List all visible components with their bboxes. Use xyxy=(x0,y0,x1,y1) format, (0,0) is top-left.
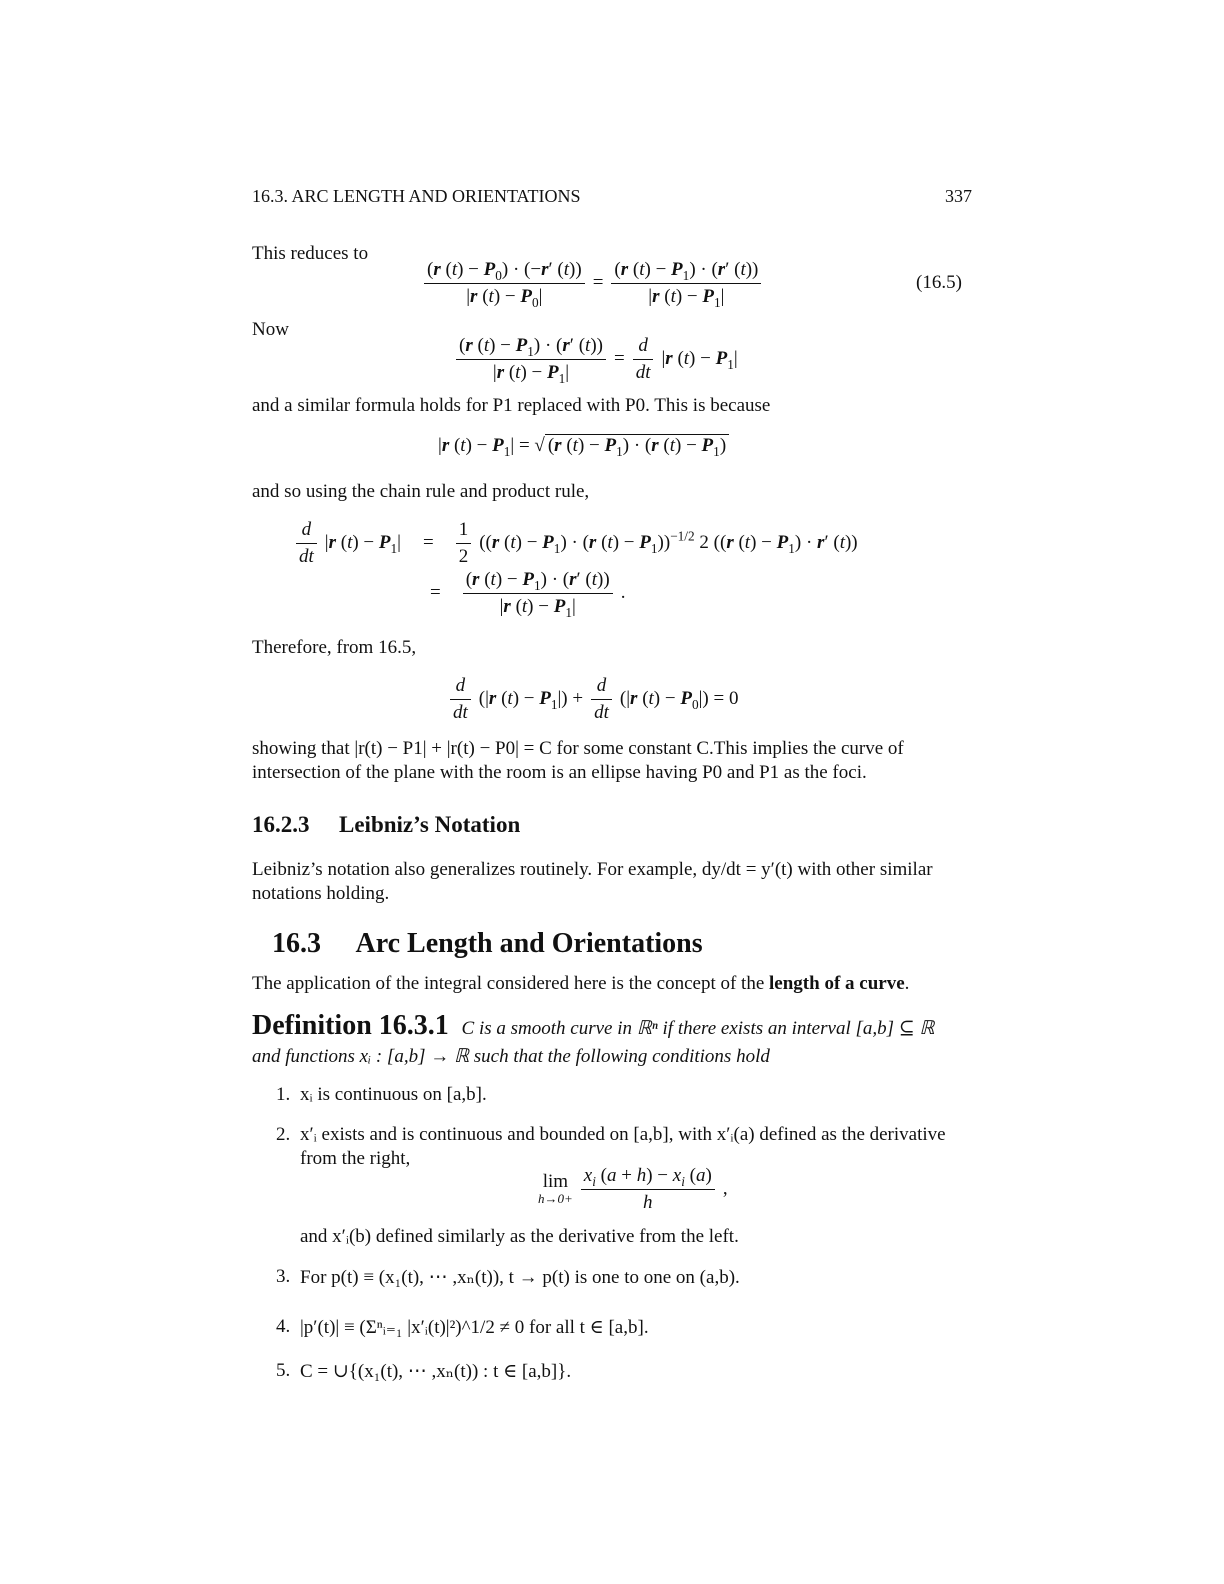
list-text: xᵢ is continuous on [a,b]. xyxy=(300,1084,487,1105)
equation-norm: |r $(t) - P_1|$ = √ (r $(t) - P_1) \cdot (r$ $(t) - P_1$) xyxy=(438,434,729,457)
definition-block xyxy=(252,1010,972,1069)
list-number: 3. xyxy=(276,1266,291,1287)
definition-label: Definition 16.3.1 xyxy=(252,1010,449,1041)
list-item xyxy=(276,1084,972,1106)
equation-chain-line1: $\frac{d}{dt}$ |r $(t) - P_1|$ = $\frac{1}{2}$ ((r $(t) - P_1) \cdot (r$ $(t) - P_1))^{-1/2}$ 2 ((r $(t) - P_1) \cdot r'$ (t)) xyxy=(296,518,858,569)
equation-sum-zero: $\frac{d}{dt}$ (|r $(t) - P_1|$) + $\frac{d}{dt}$ (|r $(t) - P_0|) = 0$ xyxy=(450,674,738,725)
list-item xyxy=(276,1316,972,1338)
list-number: 2. xyxy=(276,1124,291,1145)
intro-text: The application of the integral considered here is the concept of the xyxy=(252,973,770,994)
list-number: 4. xyxy=(276,1316,291,1337)
header-section: 16.3. ARC LENGTH AND ORIENTATIONS xyxy=(252,186,581,206)
list-item xyxy=(276,1124,972,1169)
showing-line-1: showing that |r(t) − P1| + |r(t) − P0| = C for some constant C.This implies the curve of xyxy=(252,738,904,759)
intro-bold: length of a curve xyxy=(769,973,905,994)
list-item xyxy=(276,1266,972,1288)
subsection-number: 16.2.3 xyxy=(252,812,310,837)
item-2-continuation: from the right, xyxy=(300,1148,411,1169)
list-text: x′ᵢ exists and is continuous and bounded on [a,b], with x′ᵢ(a) defined as the derivative xyxy=(300,1124,946,1145)
item-2-left: and x′ᵢ(b) defined similarly as the derivative from the left. xyxy=(300,1226,739,1247)
definition-line-2: and functions xᵢ : [a,b] → ℝ such that the following conditions hold xyxy=(252,1046,770,1067)
page-number: 337 xyxy=(945,186,972,206)
leibniz-line-1: Leibniz’s notation also generalizes routinely. For example, dy/dt = y′(t) with other similar xyxy=(252,859,933,880)
list-text: For p(t) ≡ (x₁(t), ⋯ ,xₙ(t)), t → p(t) is one to one on (a,b). xyxy=(300,1267,740,1288)
equation-16-5: $\frac{(r (t) - P_0) \cdot (-r' (t))}{|r (t) - P_0|}$ = $\frac{(r (t) - P_1) \cdot (r' (t))}{|r (t) - P_1|}$ xyxy=(424,258,761,309)
therefore-text: Therefore, from 16.5, xyxy=(252,637,417,658)
showing-line-2: intersection of the plane with the room is an ellipse having P0 and P1 as the foci. xyxy=(252,762,867,783)
leibniz-line-2: notations holding. xyxy=(252,883,390,904)
paragraph-showing xyxy=(252,737,972,785)
chain-text: and so using the chain rule and product rule, xyxy=(252,481,590,502)
now-text: Now xyxy=(252,319,289,340)
equation-chain-line2: = $\frac{(r (t) - P_1) \cdot (r' (t))}{|r (t) - P_1|}$ . xyxy=(430,569,626,620)
equation-label: (16.5) xyxy=(916,272,962,293)
section-heading xyxy=(272,928,703,960)
list-text: |p′(t)| ≡ (Σⁿᵢ₌₁ |x′ᵢ(t)|²)^1/2 ≠ 0 for all t ∈ [a,b]. xyxy=(300,1317,649,1338)
definition-line-1: C is a smooth curve in ℝⁿ if there exists an interval [a,b] ⊆ ℝ xyxy=(461,1018,935,1039)
section-title: Arc Length and Orientations xyxy=(355,928,703,959)
list-number: 1. xyxy=(276,1084,291,1105)
paragraph-intro xyxy=(252,972,972,996)
running-header xyxy=(252,186,972,210)
list-item xyxy=(276,1360,972,1382)
equation-derivative: $\frac{(r (t) - P_1) \cdot (r' (t))}{|r (t) - P_1|}$ = $\frac{d}{dt}$ |r $(t) - P_1|$ xyxy=(456,334,738,385)
paragraph-similar xyxy=(252,394,972,418)
list-text: C = ∪{(x₁(t), ⋯ ,xₙ(t)) : t ∈ [a,b]}. xyxy=(300,1361,572,1382)
subsection-title: Leibniz’s Notation xyxy=(339,812,521,837)
paragraph-leibniz xyxy=(252,858,972,906)
list-number: 5. xyxy=(276,1360,291,1381)
subsection-heading xyxy=(252,812,520,838)
intro-end: . xyxy=(904,973,910,994)
equation-limit: lim h→0+ $\frac{x_i (a + h) - x_i (a)}{h}$ , xyxy=(538,1165,728,1213)
reduces-text: This reduces to xyxy=(252,243,369,264)
paragraph-chain-rule xyxy=(252,480,972,504)
paragraph-therefore xyxy=(252,636,972,660)
similar-text: and a similar formula holds for P1 replaced with P0. This is because xyxy=(252,395,771,416)
section-number: 16.3 xyxy=(272,928,321,959)
